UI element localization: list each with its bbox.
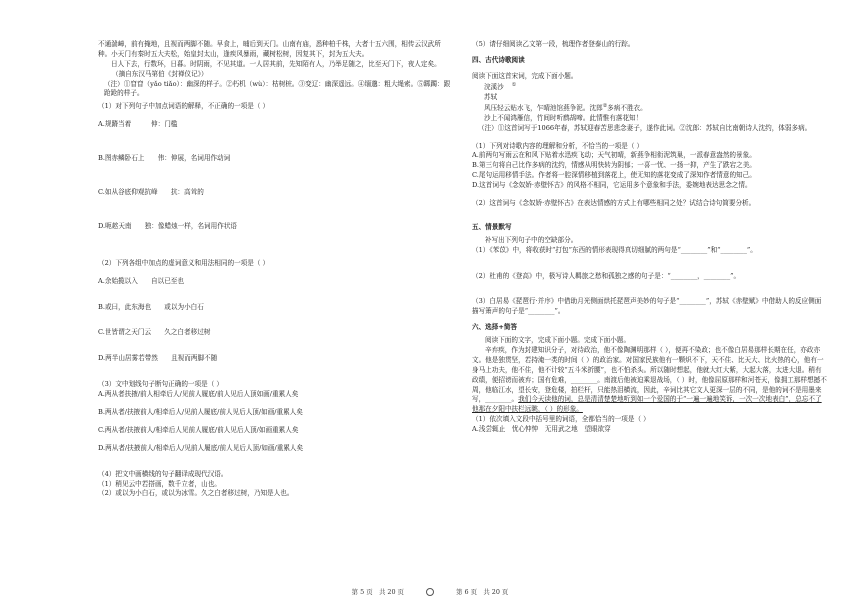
page-footer (0, 588, 860, 598)
q3-option-c[interactable]: C.两从者/扶掖前人/相牵后人见前人履底/前人见后人顶/如画重累人矣 (98, 425, 299, 434)
poem-line-1: 风压轻云贴水飞，乍晴池馆燕争泥。沈郎②多病不胜衣。 (484, 102, 647, 112)
question-5-stem: （5）请仔细阅读乙文第一段，梳理作者登泰山的行踪。 (472, 40, 635, 48)
fill-item-2: （2）杜甫的《登高》中，极写诗人羁旅之愁和孤独之感的句子是：“________，________”。 (472, 271, 741, 280)
q1-option-a[interactable]: A.规蹐当着 伸：门槛 (98, 120, 178, 129)
q3-option-d[interactable]: D.两从者/扶掖前人/相牵后人/见前人履底/前人见后人顶/如画/重累人矣 (98, 443, 304, 452)
poem-q1-option-b[interactable]: B.第三句将自己比作多病的沈约，情感从明快转为阴郁；一喜一忧、一扬一抑，产生了跌宕之美。 (472, 161, 756, 170)
fill-item-1: （1）《苯苡》中，将收获时“打包”东西的情形表现得真切细腻的两句是“________”和“________”。 (472, 245, 757, 254)
q1-option-c[interactable]: C.如从谷底仰观抗峰 抗：高耸的 (98, 188, 204, 197)
reading-passage: 辛弃疾，作为封建知识分子，对待政治，他不像陶渊明那样（ ），便再不染政；也不像白居易那样长期在任，亦政亦文。他是独贯坚，若持淹一类的时间（ ）的政治家。对国家民族他有一颗炽不下，天不住、比天大、比火热的心，他有一身马上功夫，他不住，他不计较“五斗米折腰”，也不怕杀头。所以随时想起，他就大红大紫，大起大落，太进大退。稍有政绩，便招谤而被弃；国有危难，________。南渡后他被迫乘退战场，（ ）时，他像屈原那样和河苍天，像拥工那样想撼不周，他临江水，望长安，登危楼，拍栏杆，只能热泪横流，因此，辛词比其它文人更深一层的不同，是他的词不是用墨来写，________。我们今天读他的词，总是清清楚楚地听到如一个爱国的于“一遍一遍地笑诉，一次一次地表白”，总忘不了他那在夕阳中扶栏远眺，（ ）的形象。 (472, 345, 827, 414)
poem-question-2-stem: （2）这首词与《念奴娇·赤壁怀古》在表达情感的方式上有哪些相同之处？试结合诗句简要分析。 (472, 198, 756, 207)
poem-note: （注）①这首词写于1066年春，苏轼迎春苦思悲念妻子，遂作此词。②沈郎：苏轼自比南朝诗人沈约，体弱多病。 (478, 123, 812, 132)
right-page (472, 40, 827, 435)
question-4-stem: （4）把文中画横线的句子翻译成现代汉语。 (98, 469, 228, 478)
fill-intro: 补写出下列句子中的空缺部分。 (485, 235, 578, 244)
footer-right-page-number: 第 6 页 共 20 页 (456, 588, 509, 597)
section6-q1-stem: （1）依次填入文段中括号里的词语，全都恰当的一项是（ ） (472, 415, 650, 424)
q4-item-1: （1）稍见云中若搭画，数千立者，山也。 (98, 479, 221, 488)
passage-source: （摘自东汉马第伯《封禅仪记》） (112, 69, 208, 78)
passage-underlined-sentence: 我们今天读他的词，总是清清楚楚地听到如一个爱国的于“一遍一遍地笑诉，一次一次地表白”，总忘不了他那在夕阳中扶栏远眺，（ ）的形象。 (472, 395, 822, 414)
passage-para-2: 日人下去，行数环，日暮。时阴雨，不见其道。一人居其前，先知陌有人，乃举足随之，比至天门下，夜人定矣。 (111, 59, 441, 68)
section-6-heading: 六、选择+简答 (472, 323, 518, 332)
q2-option-a[interactable]: A.余始揽以入 自以已至也 (98, 276, 184, 285)
footer-left-page-number: 第 5 页 共 20 页 (351, 588, 404, 597)
poem-q1-option-c[interactable]: C.尾句运用移情手法。作者将一腔深情移植到落花上，使无知的落花变成了深知作者情意的知己。 (472, 171, 756, 180)
section-4-heading: 四、古代诗歌阅读 (472, 55, 525, 64)
poem-q1-option-d[interactable]: D.这首词与《念奴娇·赤壁怀古》的风格不相同，它运用多个意象和手法，委婉地表达思念之情。 (472, 181, 752, 190)
question-1-stem: （1）对下列句子中加点词语的解释，不正确的一项是（ ） (98, 102, 270, 111)
q2-option-c[interactable]: C.世皆谓之天门云 久之白者移过树 (98, 328, 211, 337)
q3-option-b[interactable]: B.两从者/扶掖前人/相牵后人/见前人履底/前人见后人顶/如画/重累人矣 (98, 408, 303, 417)
binding-hole-icon (426, 588, 434, 596)
fill-item-3: （3）白居易《琵琶行·并序》中借助月光侧面烘托琵琶声美妙的句子是“________”，苏轼《赤壁赋》中借助人的反应侧面描写箫声的句子是“________”。 (472, 297, 822, 316)
question-2-stem: （2）下列各组中加点的虚词意义和用法相同的一项是（ ） (98, 258, 270, 267)
q2-option-b[interactable]: B.或曰，此东海也 或以为小白石 (98, 302, 204, 311)
poem-author: 苏轼 (484, 92, 498, 101)
poem-title: 浣溪沙 ① (484, 81, 517, 91)
q4-item-2: （2）或以为小白石，或以为冰雪。久之白者移过树，乃知是人也。 (98, 489, 294, 498)
left-page (98, 40, 453, 499)
passage-para-1: 不通湍嶂，前有掩地，且视而两脚不随。早食上，晡后到天门。山南有庙，悉种柏千株，大者十五六围，相传云汉武所种。小天门有秦时五大夫松，始皇封太山，逢疾风暴雨，藏树松树，因复其下，封为五大夫。 (98, 40, 441, 58)
section-5-heading: 五、情景默写 (472, 222, 512, 231)
poem-line-2: 沙上不闻鸿雁信，竹间时听鹧鸪啼。此情惟有落花知！ (484, 113, 643, 122)
section6-q1-option-a[interactable]: A.浅尝辄止 忧心忡忡 无用武之地 望眼欲穿 (472, 425, 611, 434)
q3-option-a[interactable]: A.两从者扶掖/前人相牵后人/见前人履底/前人见后人顶如画/重累人矣 (98, 390, 299, 399)
passage-note: （注）①窅窅（yǎo tiǎo）：幽深的样子。②朽机（wù）：枯树桩。③变辽：幽深遥远。④缅邈：粗大绳索。⑤踯躅：跟跄跄的样子。 (104, 79, 451, 98)
poem-question-1-stem: （1）下列对诗歌内容的理解和分析，不恰当的一项是（ ） (472, 141, 644, 150)
poem-q1-option-a[interactable]: A.前两句写雨云在和风下贴着水迅疾飞动；天气初晴，新燕争相衔泥筑巢，一派春意盎然的景象。 (472, 151, 756, 160)
question-3-stem: （3）文中划线句子断句正确的一项是（ ） (98, 380, 223, 389)
reading-intro: 阅读下面的文字，完成下面小题。完成下面小题。 (485, 336, 631, 345)
q1-option-d[interactable]: D.呃趑天南 独：像蜡烛一样，名词用作状语 (98, 221, 238, 230)
poem-intro: 阅读下面这首宋词，完成下面小题。 (472, 71, 578, 80)
q1-option-b[interactable]: B.图赤鳞卧石上 伟：伸展，名词用作动词 (98, 154, 231, 163)
q2-option-d[interactable]: D.两半山居雾若带然 且视而两脚不随 (98, 354, 218, 363)
